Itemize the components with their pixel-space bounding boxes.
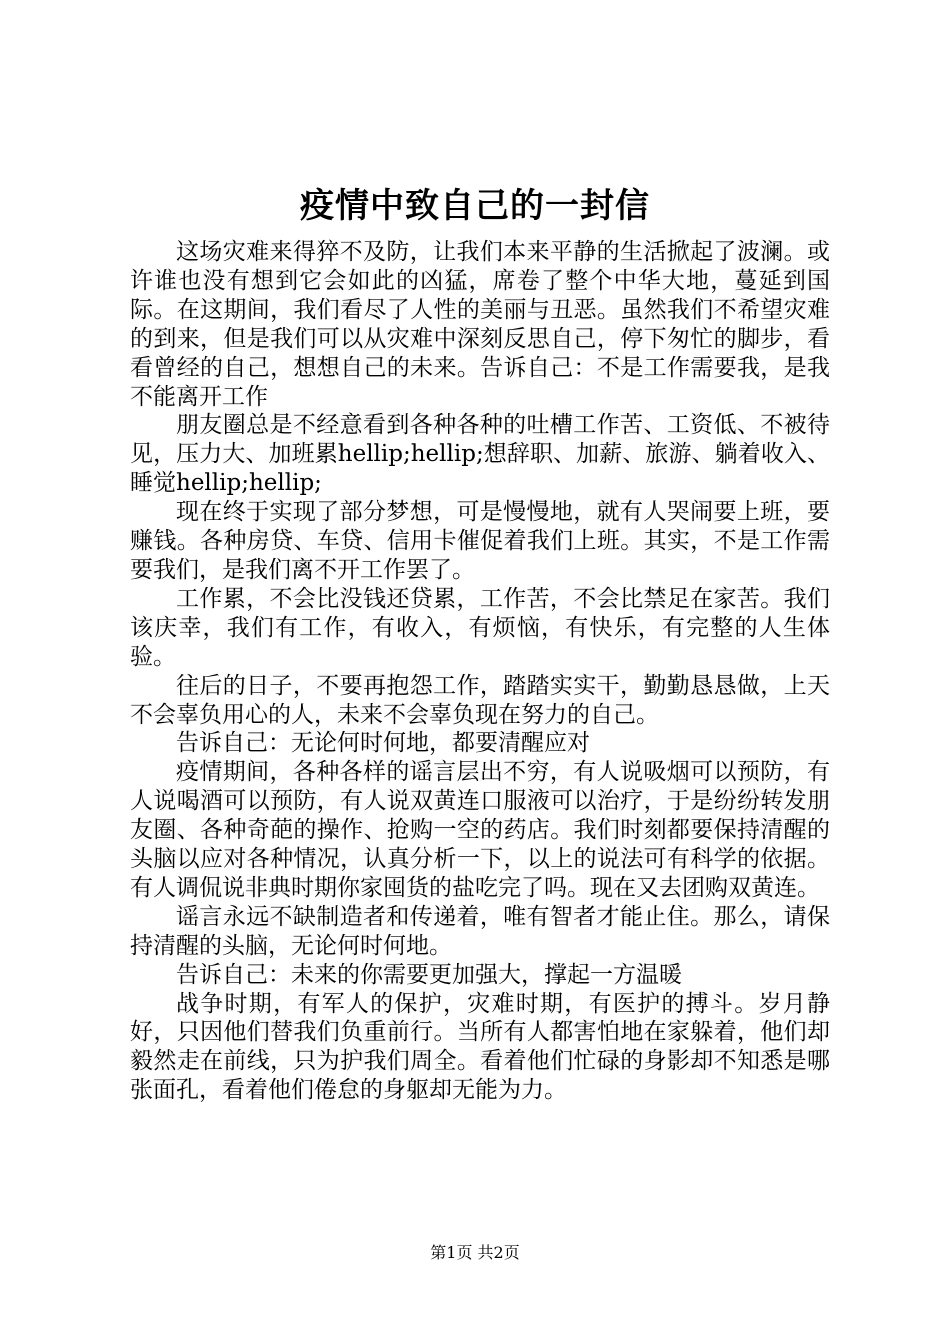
paragraph-3: 现在终于实现了部分梦想，可是慢慢地，就有人哭闹要上班，要赚钱。各种房贷、车贷、信用卡催促着我们上班。其实，不是工作需要我们，是我们离不开工作罢了。	[130, 499, 830, 583]
paragraph-2: 朋友圈总是不经意看到各种各种的吐槽工作苦、工资低、不被待见，压力大、加班累hellip;hellip;想辞职、加薪、旅游、躺着收入、睡觉hellip;hellip;	[130, 412, 830, 497]
paragraph-5: 往后的日子，不要再抱怨工作，踏踏实实干，勤勤恳恳做，上天不会辜负用心的人，未来不会辜负现在努力的自己。	[130, 672, 830, 728]
paragraph-4: 工作累，不会比没钱还贷累，工作苦，不会比禁足在家苦。我们该庆幸，我们有工作，有收入，有烦恼，有快乐，有完整的人生体验。	[130, 585, 830, 670]
page-title: 疫情中致自己的一封信	[300, 186, 650, 226]
paragraph-8: 战争时期，有军人的保护，灾难时期，有医护的搏斗。岁月静好，只因他们替我们负重前行。当所有人都害怕地在家躲着，他们却毅然走在前线，只为护我们周全。看着他们忙碌的身影却不知悉是哪张面孔，看着他们倦怠的身躯却无能为力。	[130, 990, 830, 1104]
paragraph-6: 疫情期间，各种各样的谣言层出不穷，有人说吸烟可以预防，有人说喝酒可以预防，有人说双黄连口服液可以治疗，于是纷纷转发朋友圈、各种奇葩的操作、抢购一空的药店。我们时刻都要保持清醒的头脑以应对各种情况，认真分析一下，以上的说法可有科学的依据。有人调侃说非典时期你家囤货的盐吃完了吗。现在又去团购双黄连。	[130, 759, 830, 901]
paragraph-1: 这场灾难来得猝不及防，让我们本来平静的生活掀起了波澜。或许谁也没有想到它会如此的凶猛，席卷了整个中华大地，蔓延到国际。在这期间，我们看尽了人性的美丽与丑恶。虽然我们不希望灾难的到来，但是我们可以从灾难中深刻反思自己，停下匆忙的脚步，看看曾经的自己，想想自己的未来。告诉自己：不是工作需要我，是我不能离开工作	[130, 239, 830, 410]
letter-body	[130, 238, 830, 1105]
paragraph-7: 谣言永远不缺制造者和传递着，唯有智者才能止住。那么，请保持清醒的头脑，无论何时何地。	[130, 903, 830, 959]
page-footer: 第1页 共2页	[430, 1243, 520, 1262]
section-heading-2: 告诉自己：未来的你需要更加强大，撑起一方温暖	[176, 961, 682, 988]
section-heading-1: 告诉自己：无论何时何地，都要清醒应对	[176, 730, 590, 757]
